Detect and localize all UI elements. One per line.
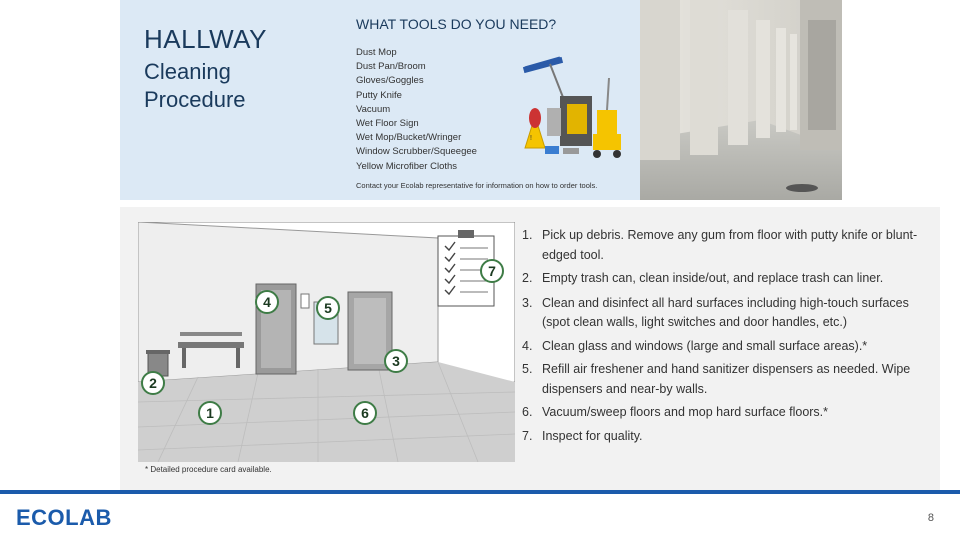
- callout-badge: 7: [480, 259, 504, 283]
- step-item: [522, 403, 922, 423]
- step-number: 6.: [522, 405, 533, 419]
- step-text: Inspect for quality.: [542, 428, 643, 443]
- step-number: 2.: [522, 271, 533, 285]
- step-text: Empty trash can, clean inside/out, and replace trash can liner.: [542, 271, 884, 285]
- step-number: 4.: [522, 338, 533, 353]
- callout-badge: 6: [353, 401, 377, 425]
- cleaning-tools-image: [505, 48, 635, 168]
- step-text: Clean and disinfect all hard surfaces including high-touch surfaces (spot clean walls, light switches and door handles, etc.): [542, 295, 909, 329]
- tools-heading: WHAT TOOLS DO YOU NEED?: [356, 16, 557, 32]
- hallway-photo: [640, 0, 842, 200]
- step-text: Vacuum/sweep floors and mop hard surface floors.*: [542, 405, 829, 419]
- tool-item: Window Scrubber/Squeegee: [356, 146, 477, 158]
- step-number: 3.: [522, 295, 533, 310]
- tool-item: Vacuum: [356, 103, 391, 115]
- tools-panel: [120, 0, 640, 200]
- page-title: HALLWAY: [144, 24, 267, 54]
- contact-note: Contact your Ecolab representative for information on how to order tools.: [356, 181, 598, 190]
- step-number: 5.: [522, 362, 533, 376]
- svg-text:!: !: [530, 135, 532, 142]
- footer-divider: [0, 490, 960, 494]
- tool-item: Dust Pan/Broom: [356, 61, 426, 73]
- tool-item: Putty Knife: [356, 89, 402, 101]
- callout-badge: 3: [384, 349, 408, 373]
- callout-badge: 2: [141, 371, 165, 395]
- tool-item: Wet Floor Sign: [356, 118, 419, 130]
- procedure-steps: [522, 226, 922, 446]
- callout-badge: 1: [198, 401, 222, 425]
- step-item: [522, 337, 922, 357]
- page-number: 8: [927, 512, 934, 524]
- step-item: [522, 226, 922, 265]
- step-item: [522, 360, 922, 399]
- tool-item: Wet Mop/Bucket/Wringer: [356, 132, 462, 144]
- step-number: 7.: [522, 428, 533, 443]
- ecolab-logo: ECOLAB: [16, 505, 112, 530]
- step-text: Clean glass and windows (large and small surface areas).*: [542, 338, 868, 353]
- step-number: 1.: [522, 228, 533, 242]
- step-text: Refill air freshener and hand sanitizer dispensers as needed. Wipe dispensers and near-by walls.: [542, 362, 911, 396]
- callout-badge: 4: [255, 290, 279, 314]
- step-item: [522, 269, 922, 289]
- tools-list: [356, 46, 477, 174]
- callout-badge: 5: [316, 296, 340, 320]
- step-item: [522, 427, 922, 447]
- tool-item: Dust Mop: [356, 47, 397, 58]
- tool-item: Gloves/Goggles: [356, 75, 424, 87]
- tool-item: Yellow Microfiber Cloths: [356, 160, 458, 172]
- step-text: Pick up debris. Remove any gum from floor with putty knife or blunt-edged tool.: [542, 228, 918, 262]
- page-subtitle: Cleaning Procedure: [144, 59, 246, 112]
- step-item: [522, 294, 922, 333]
- hallway-illustration: [138, 222, 515, 462]
- footnote: * Detailed procedure card available.: [145, 465, 272, 474]
